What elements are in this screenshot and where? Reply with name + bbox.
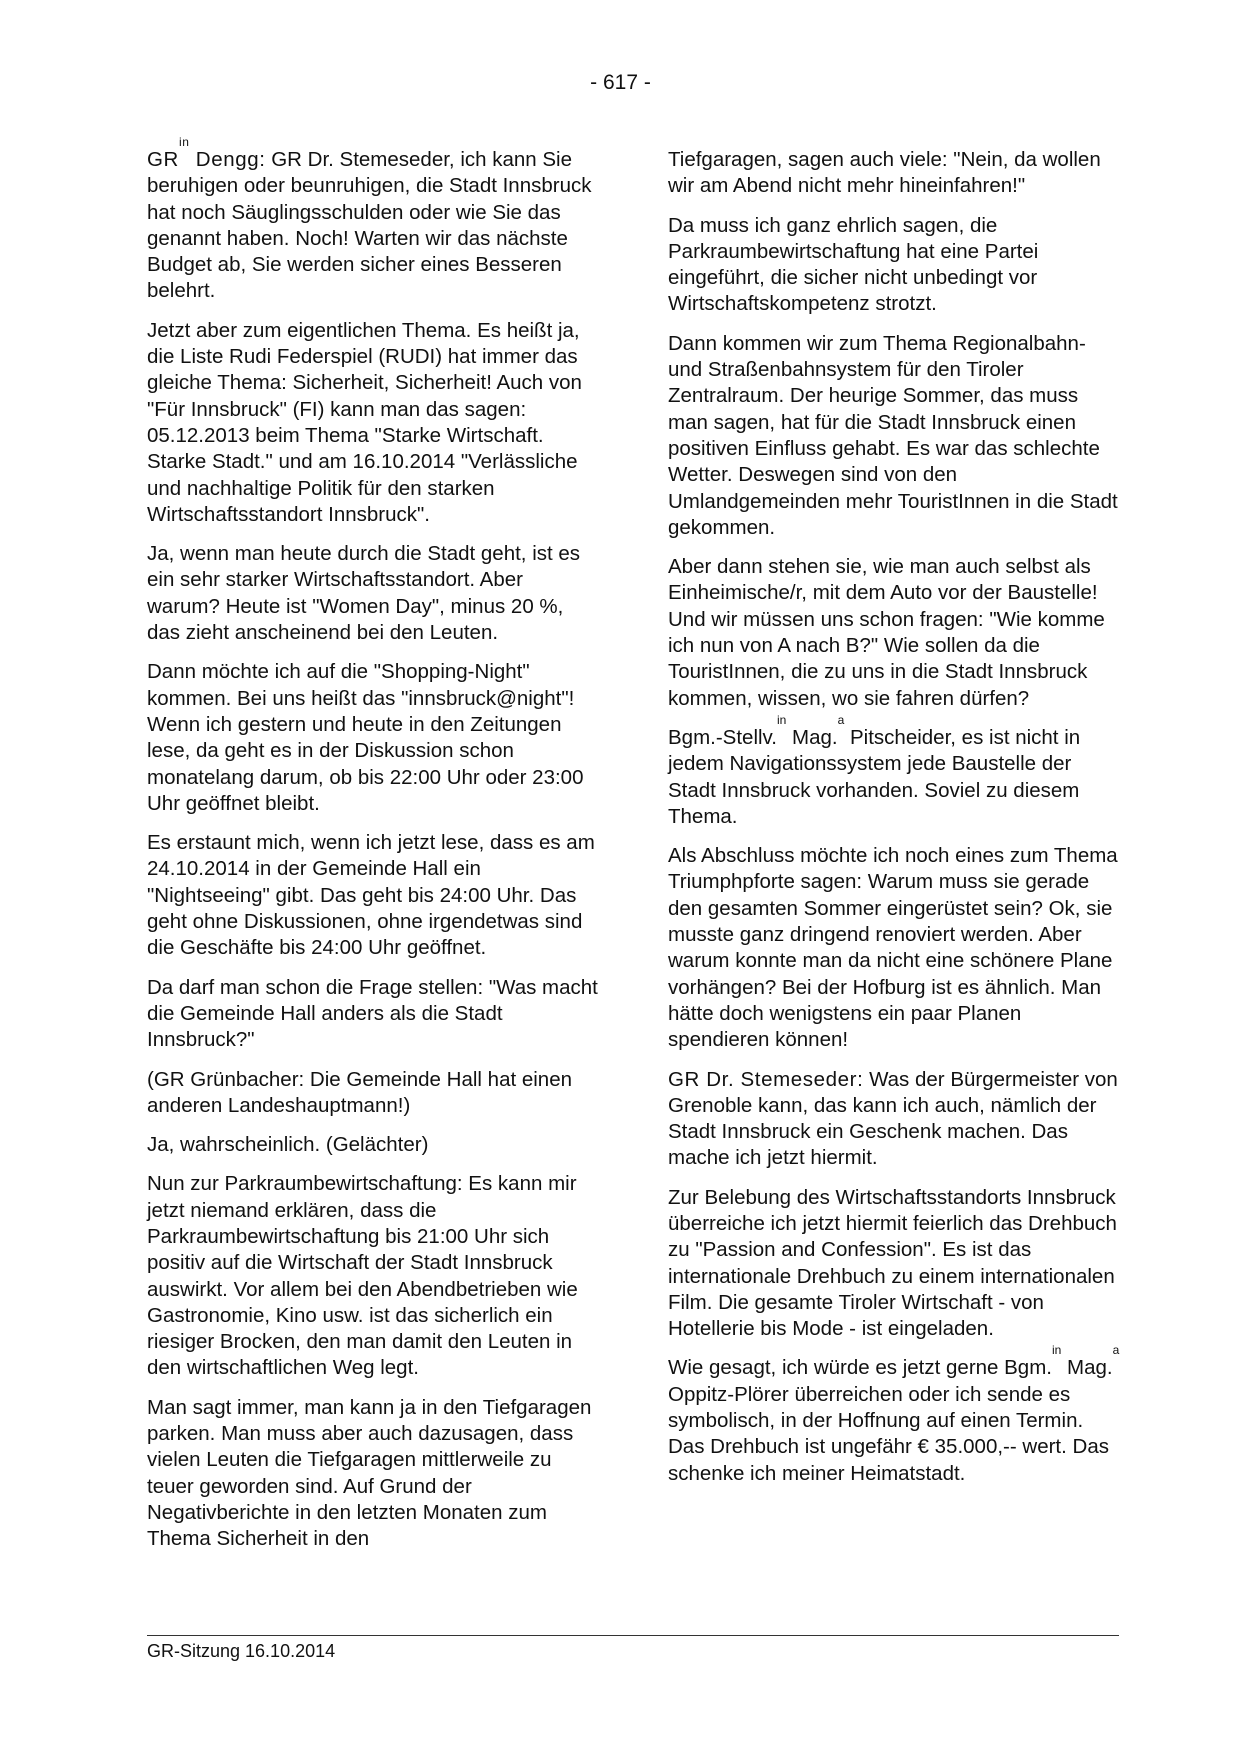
speaker-name: $GR^{in}$ Dengg: [147,135,266,171]
paragraph: $GR^{in}$ Dengg: GR Dr. Stemeseder, ich kann Sie beruhigen oder beunruhigen, die Stadt Innsbruck hat noch Säuglingsschulden oder wie Sie das genannt haben. Noch! Warten wir das nächste Budget ab, Sie werden sicher eines Besseren belehrt. [147,135,592,303]
paragraph: Ja, wenn man heute durch die Stadt geht, ist es ein sehr starker Wirtschaftsstandort. Aber warum? Heute ist "Women Day", minus 20 %, das zieht anscheinend bei den Leuten. [147,542,581,645]
paragraph: Da muss ich ganz ehrlich sagen, die Parkraumbewirtschaftung hat eine Partei eingeführt, die sicher nicht unbedingt vor Wirtschaftskompetenz strotzt. [668,213,1039,316]
paragraph: Dann kommen wir zum Thema Regionalbahn- und Straßenbahnsystem für den Tiroler Zentralraum. Der heurige Sommer, das muss man sagen, hat für die Stadt Innsbruck einen positiven Einfluss gehabt. Es war das schlechte Wetter. Deswegen sind von den Umlandgemeinden mehr TouristInnen in die Stadt gekommen. [668,331,1118,539]
right-column [668,147,1120,1500]
paragraph: Es erstaunt mich, wenn ich jetzt lese, dass es am 24.10.2014 in der Gemeinde Hall ein "Nightseeing" gibt. Das geht bis 24:00 Uhr. Das geht ohne Diskussionen, ohne irgendetwas sind die Geschäfte bis 24:00 Uhr geöffnet. [147,831,595,960]
paragraph: Bgm.-Stellv.$^{in}$ Mag.$^a$ Pitscheider, es ist nicht in jedem Navigationssystem jede Baustelle der Stadt Innsbruck vorhanden. Soviel zu diesem Thema. [668,712,1081,828]
paragraph: Tiefgaragen, sagen auch viele: "Nein, da wollen wir am Abend nicht mehr hineinfahren!" [668,148,1101,198]
paragraph: Als Abschluss möchte ich noch eines zum Thema Triumphpforte sagen: Warum muss sie gerade den gesamten Sommer eingerüstet sein? Ok, sie musste ganz dringend renoviert werden. Aber warum konnte man da nicht eine schönere Plane vorhängen? Bei der Hofburg ist es ähnlich. Man hätte doch wenigstens ein paar Planen spendieren können! [668,844,1118,1052]
paragraph: Dann möchte ich auf die "Shopping-Night" kommen. Bei uns heißt das "innsbruck@night"! Wenn ich gestern und heute in den Zeitungen lese, da geht es in der Diskussion schon monatelang darum, ob bis 22:00 Uhr oder 23:00 Uhr geöffnet bleibt. [147,660,584,815]
footer-text: GR-Sitzung 16.10.2014 [147,1641,336,1661]
interjection: (GR Grünbacher: Die Gemeinde Hall hat einen anderen Landeshauptmann!) [147,1067,573,1117]
paragraph: Wie gesagt, ich würde es jetzt gerne Bgm.$^{in}$ Mag.$^a$ Oppitz-Plörer überreichen oder ich sende es symbolisch, in der Hoffnung auf einen Termin. Das Drehbuch ist ungefähr € 35.000,-- wert. Das schenke ich meiner Heimatstadt. [668,1343,1120,1485]
page-number: - 617 - [590,71,651,94]
paragraph: Man sagt immer, man kann ja in den Tiefgaragen parken. Man muss aber auch dazusagen, dass vielen Leuten die Tiefgaragen mittlerweile zu teuer geworden sind. Auf Grund der Negativberichte in den letzten Monaten zum Thema Sicherheit in den [147,1395,592,1551]
speaker-name: GR Dr. Stemeseder: [668,1067,864,1091]
paragraph: Zur Belebung des Wirtschaftsstandorts Innsbruck überreiche ich jetzt hiermit feierlich das Drehbuch zu "Passion and Confession". Es ist das internationale Drehbuch zu einem internationalen Film. Die gesamte Tiroler Wirtschaft - von Hotellerie bis Mode - ist eingeladen. [668,1185,1117,1341]
paragraph: Nun zur Parkraumbewirtschaftung: Es kann mir jetzt niemand erklären, dass die Parkraumbewirtschaftung bis 21:00 Uhr sich positiv auf die Wirtschaft der Stadt Innsbruck auswirkt. Vor allem bei den Abendbetrieben wie Gastronomie, Kino usw. ist das sicherlich ein riesiger Brocken, den man damit den Leuten in den wirtschaftlichen Weg legt. [147,1172,578,1380]
paragraph: Da darf man schon die Frage stellen: "Was macht die Gemeinde Hall anders als die Stadt Innsbruck?" [147,975,598,1052]
left-column [147,135,599,1566]
paragraph: Aber dann stehen sie, wie man auch selbst als Einheimische/r, mit dem Auto vor der Baustelle! Und wir müssen uns schon fragen: "Wie komme ich nun von A nach B?" Wie sollen da die TouristInnen, die zu uns in die Stadt Innsbruck kommen, wissen, wo sie fahren dürfen? [668,555,1105,710]
paragraph: Ja, wahrscheinlich. (Gelächter) [147,1133,429,1157]
paragraph: Jetzt aber zum eigentlichen Thema. Es heißt ja, die Liste Rudi Federspiel (RUDI) hat immer das gleiche Thema: Sicherheit, Sicherheit! Auch von "Für Innsbruck" (FI) kann man das sagen: 05.12.2013 beim Thema "Starke Wirtschaft. Starke Stadt." und am 16.10.2014 "Verlässliche und nachhaltige Politik für den starken Wirtschaftsstandort Innsbruck". [147,318,582,526]
footer-divider [147,1635,1119,1636]
paragraph: GR Dr. Stemeseder: Was der Bürgermeister von Grenoble kann, das kann ich auch, nämlich der Stadt Innsbruck ein Geschenk machen. Das mache ich jetzt hiermit. [668,1067,1118,1170]
